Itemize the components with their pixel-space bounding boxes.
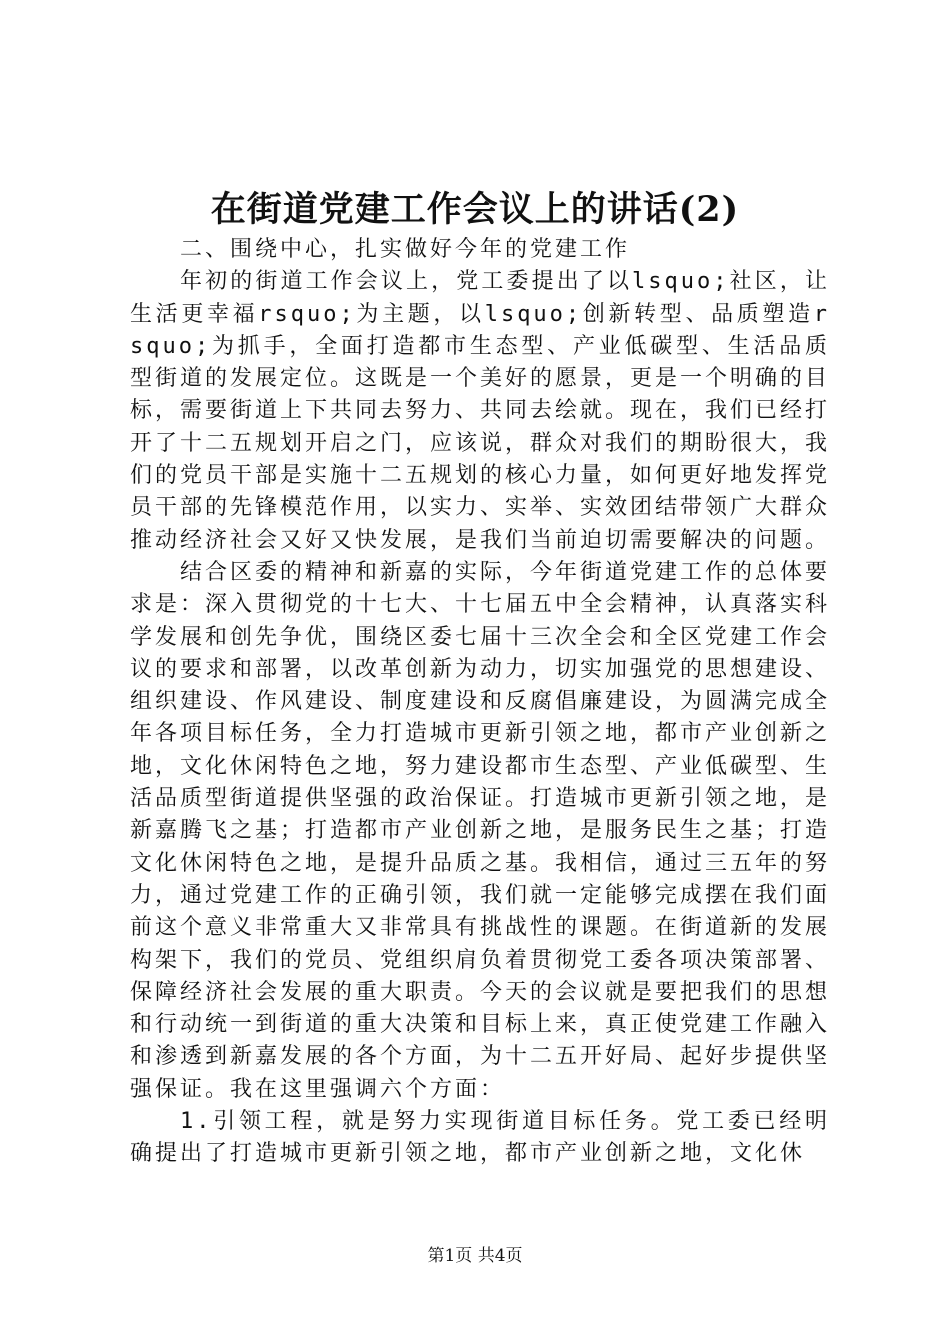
document-body bbox=[130, 234, 830, 1171]
body-paragraph: 结合区委的精神和新嘉的实际，今年街道党建工作的总体要求是：深入贯彻党的十七大、十七届五中全会精神，认真落实科学发展和创先争优，围绕区委七届十三次全会和全区党建工作会议的要求和部署，以改革创新为动力，切实加强党的思想建设、组织建设、作风建设、制度建设和反腐倡廉建设，为圆满完成全年各项目标任务，全力打造城市更新引领之地，都市产业创新之地，文化休闲特色之地，努力建设都市生态型、产业低碳型、生活品质型街道提供坚强的政治保证。打造城市更新引领之地，是新嘉腾飞之基；打造都市产业创新之地，是服务民生之基；打造文化休闲特色之地，是提升品质之基。我相信，通过三五年的努力，通过党建工作的正确引领，我们就一定能够完成摆在我们面前这个意义非常重大又非常具有挑战性的课题。在街道新的发展构架下，我们的党员、党组织肩负着贯彻党工委各项决策部署、保障经济社会发展的重大职责。今天的会议就是要把我们的思想和行动统一到街道的重大决策和目标上来，真正使党建工作融入和渗透到新嘉发展的各个方面，为十二五开好局、起好步提供坚强保证。我在这里强调六个方面： bbox=[130, 559, 831, 1102]
document-title: 在街道党建工作会议上的讲话(2) bbox=[210, 189, 740, 230]
section-heading: 二、围绕中心，扎实做好今年的党建工作 bbox=[180, 237, 631, 262]
page-number-footer: 第1页 共4页 bbox=[427, 1246, 523, 1266]
body-paragraph: 1.引领工程，就是努力实现街道目标任务。党工委已经明确提出了打造城市更新引领之地，都市产业创新之地，文化休 bbox=[130, 1109, 830, 1167]
body-paragraph: 年初的街道工作会议上，党工委提出了以lsquo;社区，让生活更幸福rsquo;为主题，以lsquo;创新转型、品质塑造rsquo;为抓手，全面打造都市生态型、产业低碳型、生活品质型街道的发展定位。这既是一个美好的愿景，更是一个明确的目标，需要街道上下共同去努力、共同去绘就。现在，我们已经打开了十二五规划开启之门，应该说，群众对我们的期盼很大，我们的党员干部是实施十二五规划的核心力量，如何更好地发挥党员干部的先锋模范作用，以实力、实举、实效团结带领广大群众推动经济社会又好又快发展，是我们当前迫切需要解决的问题。 bbox=[130, 269, 831, 553]
